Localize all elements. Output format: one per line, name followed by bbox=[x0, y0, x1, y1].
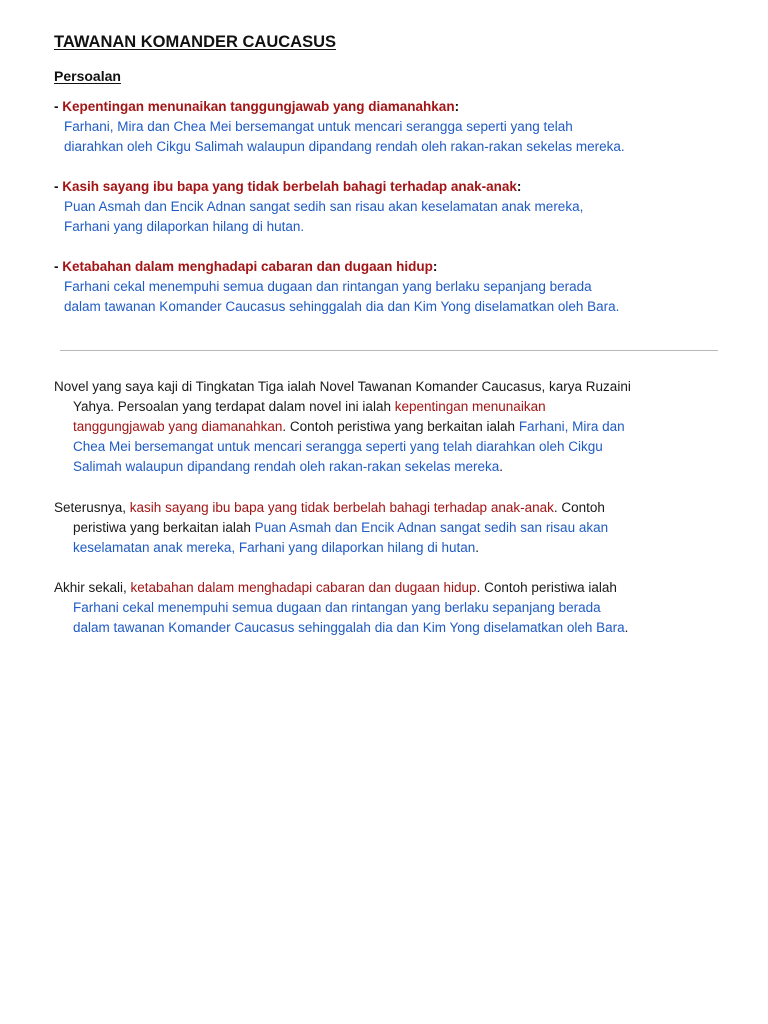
essay-paragraph-2 bbox=[54, 498, 734, 558]
paragraph-line bbox=[54, 598, 734, 618]
text-segment: . Contoh bbox=[553, 500, 605, 515]
issue-example bbox=[64, 117, 734, 157]
horizontal-divider bbox=[60, 350, 718, 351]
text-segment: Puan Asmah dan Encik Adnan sangat sedih san risau akan bbox=[254, 520, 609, 535]
issue-heading bbox=[54, 97, 734, 117]
document-title: TAWANAN KOMANDER CAUCASUS bbox=[54, 33, 337, 51]
text-segment: . Contoh peristiwa yang berkaitan ialah bbox=[282, 419, 519, 434]
issue-example-line: Farhani yang dilaporkan hilang di hutan. bbox=[64, 219, 305, 234]
issue-example-line: Farhani, Mira dan Chea Mei bersemangat untuk mencari serangga seperti yang telah bbox=[64, 119, 573, 134]
text-segment: Akhir sekali, bbox=[54, 580, 131, 595]
text-segment: Seterusnya, bbox=[54, 500, 130, 515]
issue-example-line: dalam tawanan Komander Caucasus sehinggalah dia dan Kim Yong diselamatkan oleh Bara. bbox=[64, 299, 620, 314]
text-segment: keselamatan anak mereka, Farhani yang dilaporkan hilang di hutan bbox=[73, 540, 476, 555]
paragraph-line bbox=[54, 417, 734, 437]
issue-block-2 bbox=[54, 177, 734, 237]
issue-colon: : bbox=[454, 99, 460, 114]
text-segment: Novel yang saya kaji di Tingkatan Tiga ialah Novel Tawanan Komander Caucasus, karya Ruzaini bbox=[54, 379, 631, 394]
issue-dash: - bbox=[54, 179, 63, 194]
issue-example-line: Puan Asmah dan Encik Adnan sangat sedih san risau akan keselamatan anak mereka, bbox=[64, 199, 584, 214]
issue-heading bbox=[54, 177, 734, 197]
text-segment: kepentingan menunaikan bbox=[394, 399, 546, 414]
paragraph-line bbox=[54, 437, 734, 457]
section-heading: Persoalan bbox=[54, 68, 121, 84]
text-segment: Chea Mei bersemangat untuk mencari serangga seperti yang telah diarahkan oleh Cikgu bbox=[73, 439, 603, 454]
paragraph-line bbox=[54, 618, 734, 638]
issue-heading-text: Ketabahan dalam menghadapi cabaran dan dugaan hidup bbox=[62, 259, 433, 274]
essay-paragraph-1 bbox=[54, 377, 734, 477]
issue-heading bbox=[54, 257, 734, 277]
text-segment: Farhani cekal menempuhi semua dugaan dan rintangan yang berlaku sepanjang berada bbox=[73, 600, 601, 615]
issue-example bbox=[64, 277, 734, 317]
issue-dash: - bbox=[54, 259, 63, 274]
text-segment: Farhani, Mira dan bbox=[518, 419, 625, 434]
paragraph-line bbox=[54, 518, 734, 538]
text-segment: kasih sayang ibu bapa yang tidak berbelah bahagi terhadap anak-anak bbox=[129, 500, 554, 515]
issue-colon: : bbox=[432, 259, 438, 274]
text-segment: . Contoh peristiwa ialah bbox=[476, 580, 617, 595]
paragraph-line bbox=[54, 538, 734, 558]
paragraph-line bbox=[54, 457, 734, 477]
paragraph-line bbox=[54, 578, 734, 598]
text-segment: peristiwa yang berkaitan ialah bbox=[73, 520, 255, 535]
issue-heading-text: Kasih sayang ibu bapa yang tidak berbelah bahagi terhadap anak-anak bbox=[62, 179, 517, 194]
issue-example-line: Farhani cekal menempuhi semua dugaan dan rintangan yang berlaku sepanjang berada bbox=[64, 279, 592, 294]
text-segment: . bbox=[475, 540, 480, 555]
text-segment: ketabahan dalam menghadapi cabaran dan dugaan hidup bbox=[130, 580, 477, 595]
text-segment: dalam tawanan Komander Caucasus sehinggalah dia dan Kim Yong diselamatkan oleh Bara bbox=[73, 620, 625, 635]
issue-example-line: diarahkan oleh Cikgu Salimah walaupun dipandang rendah oleh rakan-rakan sekelas mereka. bbox=[64, 139, 625, 154]
issue-block-1 bbox=[54, 97, 734, 157]
issue-colon: : bbox=[516, 179, 522, 194]
text-segment: tanggungjawab yang diamanahkan bbox=[73, 419, 283, 434]
paragraph-line bbox=[54, 498, 734, 518]
issue-dash: - bbox=[54, 99, 63, 114]
paragraph-line bbox=[54, 397, 734, 417]
paragraph-line bbox=[54, 377, 734, 397]
issue-example bbox=[64, 197, 734, 237]
text-segment: Salimah walaupun dipandang rendah oleh rakan-rakan sekelas mereka bbox=[73, 459, 500, 474]
issue-heading-text: Kepentingan menunaikan tanggungjawab yang diamanahkan bbox=[62, 99, 455, 114]
issue-block-3 bbox=[54, 257, 734, 317]
text-segment: Yahya. Persoalan yang terdapat dalam novel ini ialah bbox=[73, 399, 395, 414]
text-segment: . bbox=[624, 620, 629, 635]
text-segment: . bbox=[499, 459, 504, 474]
essay-paragraph-3 bbox=[54, 578, 734, 638]
